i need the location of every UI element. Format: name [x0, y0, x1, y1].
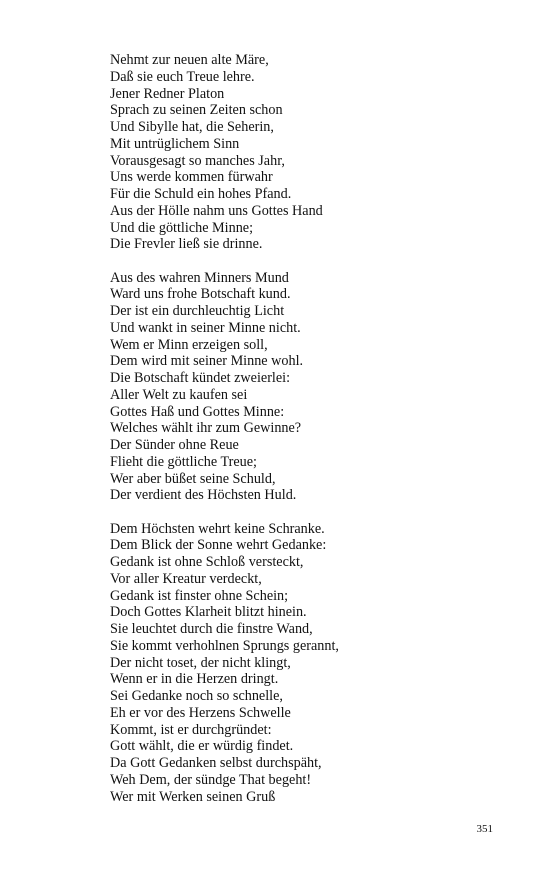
verse-line: Ward uns frohe Botschaft kund. [110, 286, 291, 303]
verse-line: Jener Redner Platon [110, 85, 225, 102]
verse-line: Dem Blick der Sonne wehrt Gedanke: [110, 537, 327, 554]
verse-line: Der ist ein durchleuchtig Licht [110, 303, 285, 320]
verse-line: Doch Gottes Klarheit blitzt hinein. [110, 604, 307, 621]
verse-line: Sei Gedanke noch so schnelle, [110, 688, 283, 705]
verse-line: Und Sibylle hat, die Seherin, [110, 119, 274, 135]
verse-line: Eh er vor des Herzens Schwelle [110, 704, 291, 721]
verse-line: Wer mit Werken seinen Gruß [110, 788, 276, 805]
verse-line: Da Gott Gedanken selbst durchspäht, [110, 755, 322, 772]
verse-line: Wenn er in die Herzen dringt. [110, 671, 279, 688]
verse-line: Die Frevler ließ sie drinne. [110, 236, 263, 253]
stanza [110, 521, 510, 806]
verse-line: Aus der Hölle nahm uns Gottes Hand [110, 202, 323, 219]
verse-line: Der nicht toset, der nicht klingt, [110, 654, 291, 671]
verse-line: Der Sünder ohne Reue [110, 437, 239, 454]
verse-line: Und die göttliche Minne; [110, 219, 254, 236]
verse-line: Dem Höchsten wehrt keine Schranke. [110, 520, 325, 537]
verse-line: Gottes Haß und Gottes Minne: [110, 403, 285, 420]
verse-line: Für die Schuld ein hohes Pfand. [110, 186, 292, 202]
stanza [110, 52, 510, 253]
verse-line: Welches wählt ihr zum Gewinne? [110, 420, 302, 437]
verse-line: Mit untrüglichem Sinn [110, 135, 240, 152]
verse-line: Aus des wahren Minners Mund [110, 269, 289, 286]
verse-line: Der verdient des Höchsten Huld. [110, 487, 297, 504]
verse-line: Wer aber büßet seine Schuld, [110, 470, 276, 487]
poem-text [110, 52, 510, 805]
verse-line: Die Botschaft kündet zweierlei: [110, 370, 291, 387]
verse-line: Aller Welt zu kaufen sei [110, 386, 248, 403]
verse-line: Gott wählt, die er würdig findet. [110, 738, 294, 755]
verse-line: Daß sie euch Treue lehre. [110, 68, 255, 85]
verse-line: Sie leuchtet durch die finstre Wand, [110, 621, 313, 638]
verse-line: Sprach zu seinen Zeiten schon [110, 102, 283, 119]
page-number: 351 [476, 823, 493, 835]
verse-line: Gedank ist ohne Schloß versteckt, [110, 554, 304, 571]
stanza [110, 270, 510, 505]
verse-line: Wem er Minn erzeigen soll, [110, 336, 268, 353]
verse-line: Vor aller Kreatur verdeckt, [110, 570, 262, 587]
verse-line: Dem wird mit seiner Minne wohl. [110, 353, 304, 370]
verse-line: Gedank ist finster ohne Schein; [110, 587, 289, 604]
verse-line: Weh Dem, der sündge That begeht! [110, 771, 312, 788]
verse-line: Und wankt in seiner Minne nicht. [110, 319, 301, 336]
verse-line: Uns werde kommen fürwahr [110, 169, 273, 186]
verse-line: Sie kommt verhohlnen Sprungs gerannt, [110, 637, 339, 654]
verse-line: Flieht die göttliche Treue; [110, 453, 257, 470]
verse-line: Nehmt zur neuen alte Märe, [110, 52, 269, 68]
verse-line: Vorausgesagt so manches Jahr, [110, 152, 285, 169]
verse-line: Kommt, ist er durchgründet: [110, 721, 272, 738]
